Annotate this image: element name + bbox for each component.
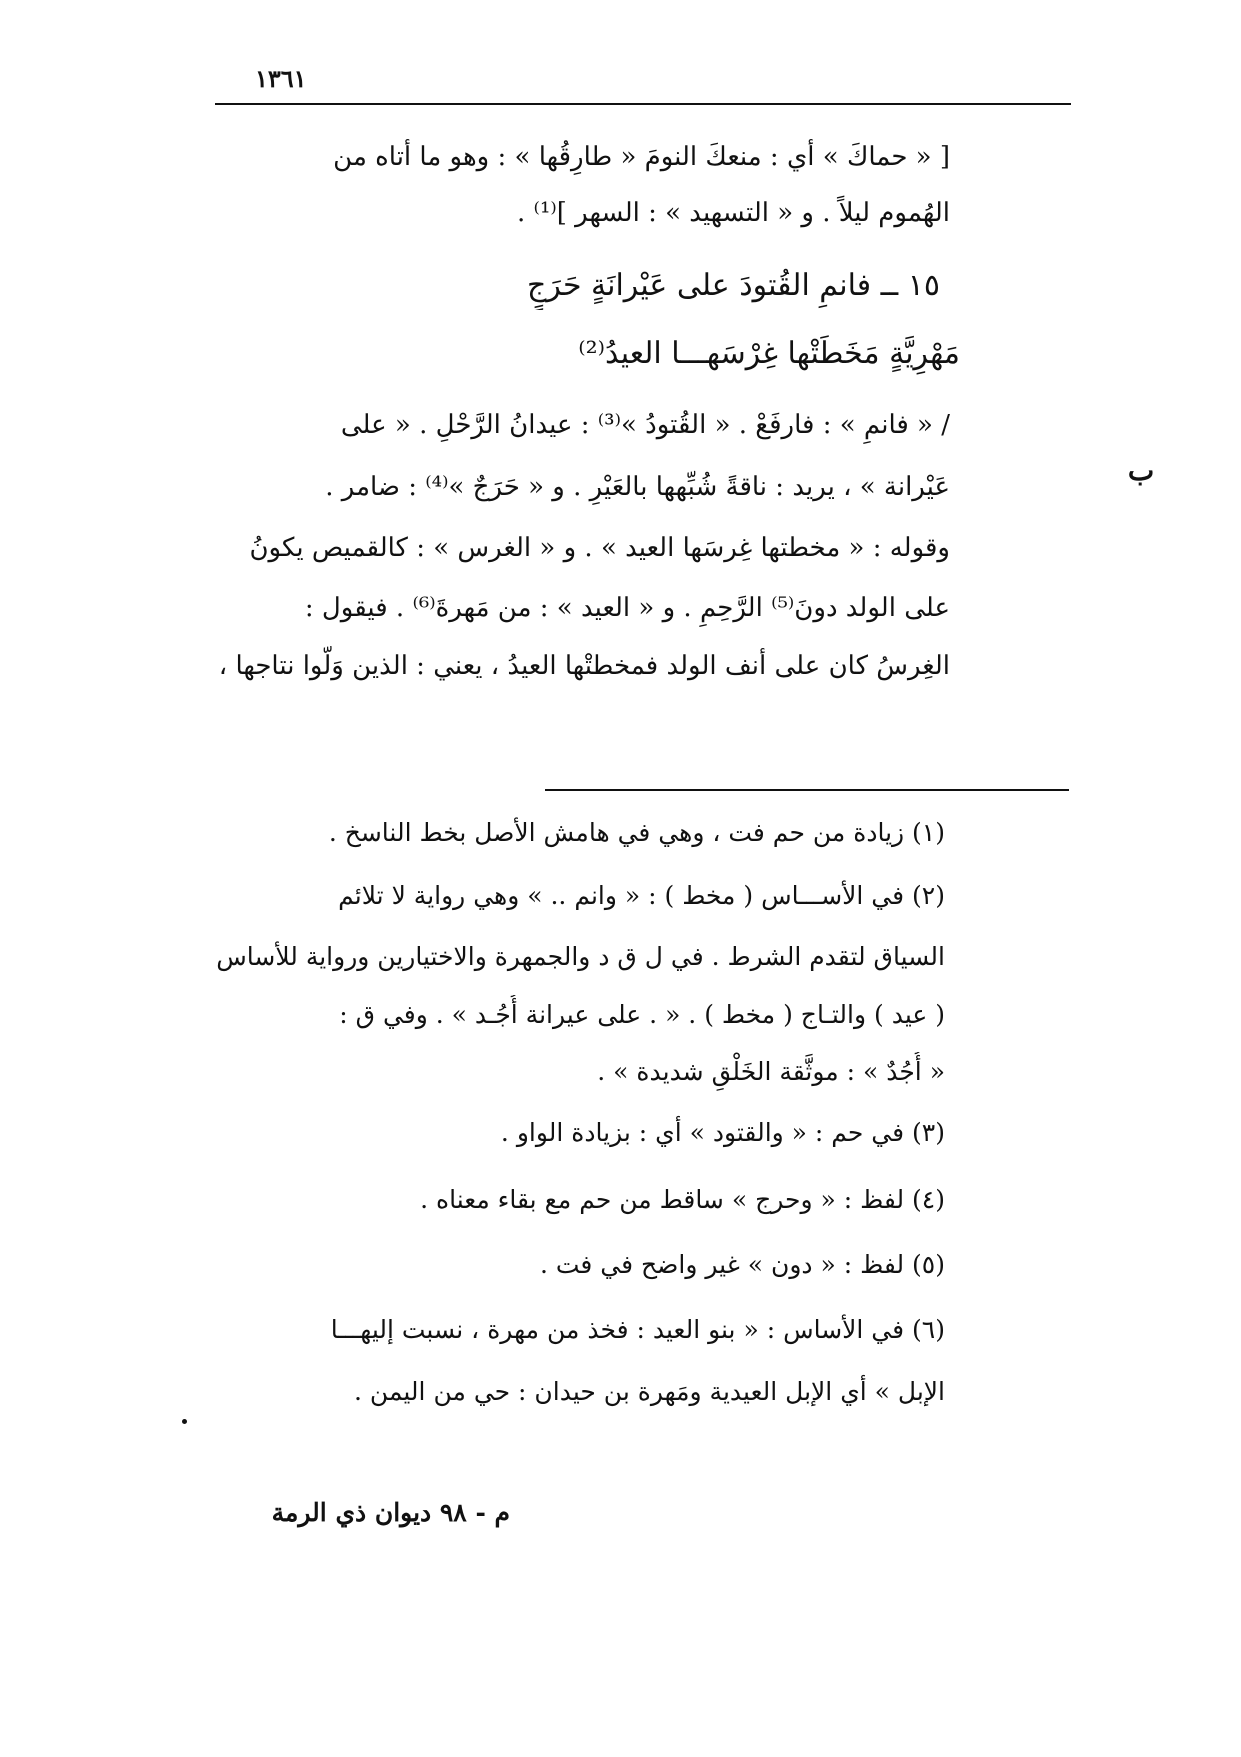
- footnote: (٣) في حم : « والقتود » أي : بزيادة الواو .: [500, 1118, 945, 1147]
- gloss-line: [ « حماكَ » أي : منعكَ النومَ « طارِقُها » : وهو ما أتاه من: [333, 142, 950, 172]
- footnote-rule: [545, 789, 1069, 791]
- footnote: (٢) في الأســـاس ( مخط ) : « وانم .. » وهي رواية لا تلائم: [338, 881, 945, 910]
- footnote-continuation: « أُجُدٌ » : موثَّقة الخَلْقِ شديدة » .: [597, 1057, 945, 1086]
- commentary-line: الغِرسُ كان على أنف الولد فمخطتْها العيدُ ، يعني : الذين وَلّوا نتاجها ،: [218, 651, 950, 681]
- commentary-line: وقوله : « مخطتها غِرسَها العيد » . و « الغرس » : كالقميص يكونُ: [249, 533, 950, 563]
- stray-mark: [182, 1419, 187, 1424]
- gloss-line: الهُموم ليلاً . و « التسهيد » : السهر ]⁽¹⁾ .: [517, 198, 950, 228]
- footnote: (٥) لفظ : « دون » غير واضح في فت .: [539, 1250, 945, 1279]
- header-rule: [215, 103, 1071, 105]
- volume-signature: م - ٩٨ ديوان ذي الرمة: [271, 1498, 510, 1527]
- page-number: ١٣٦١: [255, 64, 307, 93]
- footnote: (٤) لفظ : « وحرج » ساقط من حم مع بقاء معناه .: [420, 1185, 945, 1214]
- commentary-line: على الولد دونَ⁽⁵⁾ الرَّحِمِ . و « العيد » : من مَهرةَ⁽⁶⁾ . فيقول :: [304, 593, 950, 623]
- verse-second-hemistich: مَهْرِيَّةٍ مَخَطَتْها غِرْسَهـــا العيدُ⁽²⁾: [578, 336, 960, 371]
- verse-first-hemistich: ١٥ ــ فانمِ القُتودَ على عَيْرانَةٍ حَرَجٍ: [527, 268, 940, 303]
- footnote-continuation: الإبل » أي الإبل العيدية ومَهرة بن حيدان : حي من اليمن .: [354, 1377, 945, 1406]
- footnote: (١) زيادة من حم فت ، وهي في هامش الأصل بخط الناسخ .: [328, 818, 945, 847]
- footnote-continuation: السياق لتقدم الشرط . في ل ق د والجمهرة والاختيارين ورواية للأساس: [216, 942, 945, 971]
- commentary-line: عَيْرانة » ، يريد : ناقةً شُبِّهها بالعَيْرِ . و « حَرَجٌ »⁽⁴⁾ : ضامر .: [325, 472, 950, 502]
- footnote: (٦) في الأساس : « بنو العيد : فخذ من مهرة ، نسبت إليهـــا: [330, 1315, 945, 1344]
- marginal-folio-letter: ب: [1127, 454, 1155, 487]
- footnote-continuation: ( عيد ) والتـاج ( مخط ) . « . على عيرانة أُجُـد » . وفي ق :: [339, 1000, 945, 1029]
- commentary-line: / « فانمِ » : فارفَعْ . « القُتودُ »⁽³⁾ : عيدانُ الرَّحْلِ . « على: [340, 410, 950, 440]
